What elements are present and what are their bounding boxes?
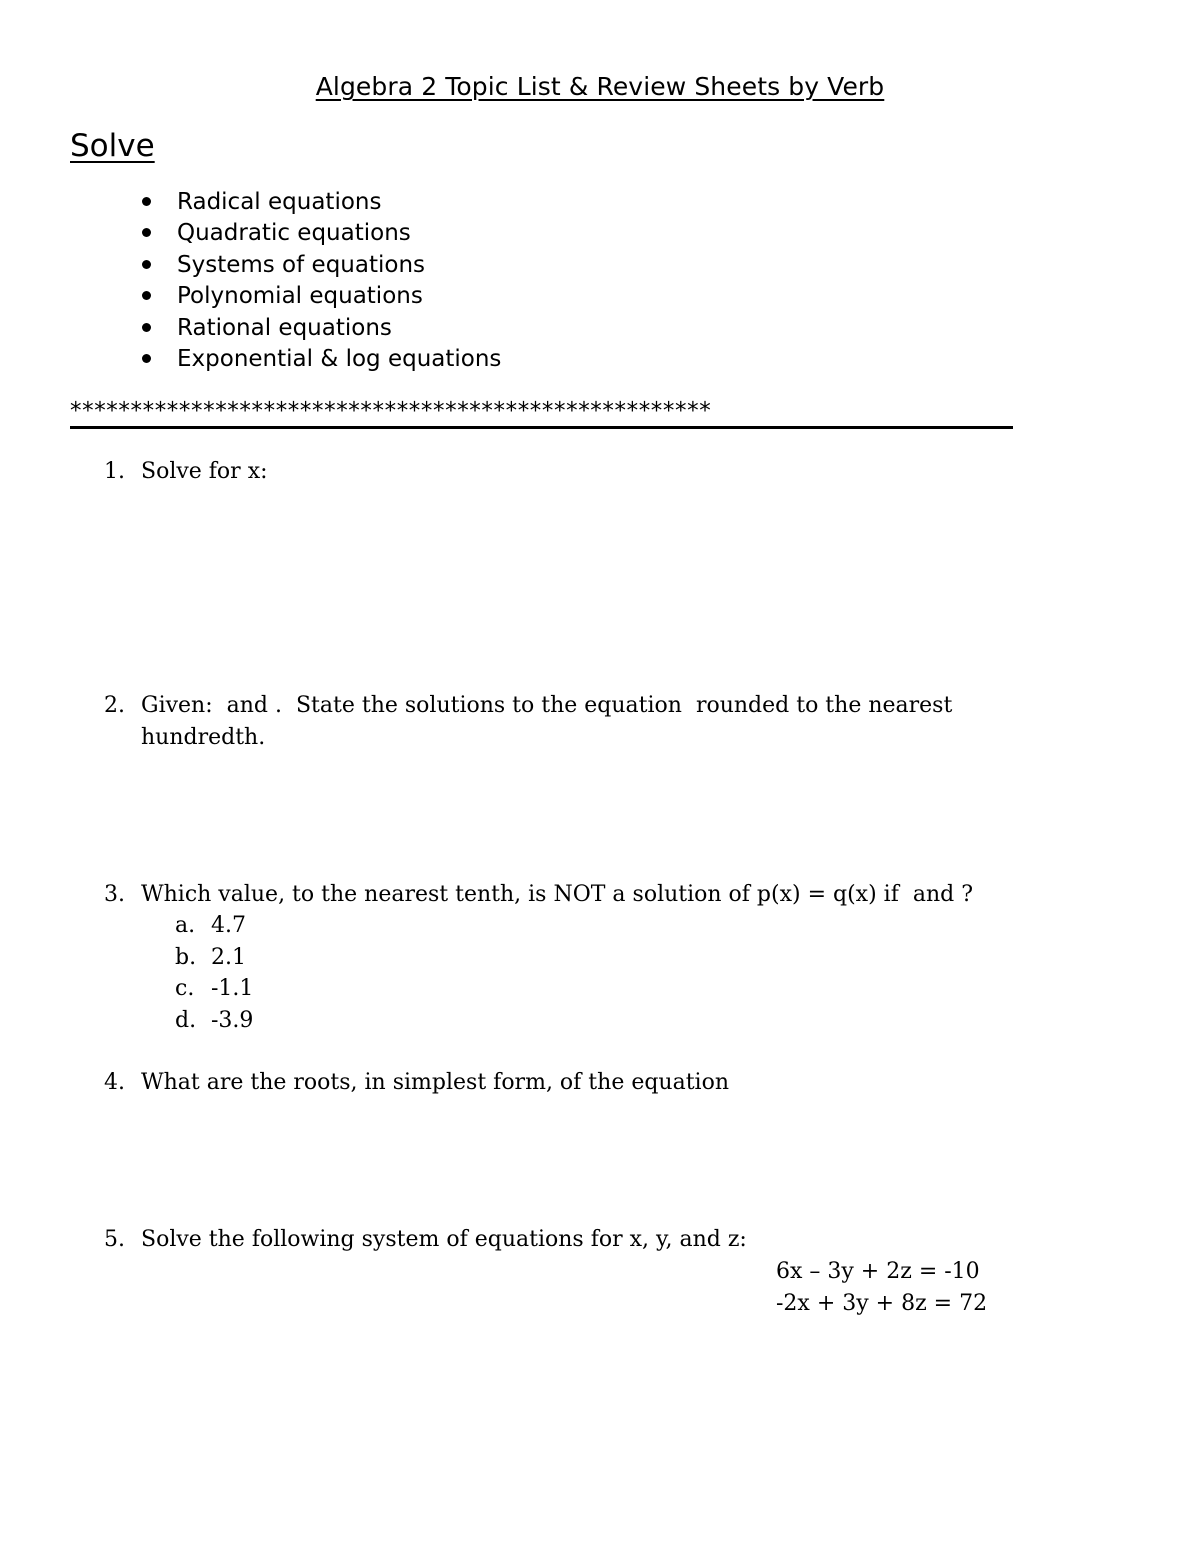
section-heading-solve: Solve: [70, 128, 155, 164]
choice-value: -3.9: [211, 1007, 254, 1033]
question-number: 4.: [104, 1070, 125, 1095]
question-1: [104, 456, 1034, 488]
choice-value: 4.7: [211, 913, 246, 938]
topic-item: [140, 188, 501, 219]
choice-letter: d.: [175, 1007, 197, 1033]
topic-item: [140, 345, 501, 376]
bullet-icon: [142, 228, 151, 237]
bullet-icon: [142, 197, 151, 206]
bullet-icon: [142, 354, 151, 363]
choice-value: 2.1: [211, 944, 246, 970]
equation-line: 6x – 3y + 2z = -10: [776, 1259, 980, 1284]
topic-item: [140, 219, 501, 250]
topic-label: Systems of equations: [177, 251, 426, 278]
choice-b: [175, 942, 253, 974]
bullet-icon: [142, 260, 151, 269]
equation-system: [776, 1256, 987, 1320]
choice-d: [175, 1005, 253, 1037]
choice-c: [175, 973, 253, 1005]
question-text: Solve for x:: [141, 459, 268, 484]
choice-a: [175, 910, 253, 942]
question-text: What are the roots, in simplest form, of the equation: [141, 1070, 730, 1095]
choice-letter: c.: [175, 976, 195, 1001]
topic-label: Polynomial equations: [177, 283, 423, 310]
question-2: [104, 690, 1034, 754]
question-text: Solve the following system of equations for x, y, and z:: [141, 1227, 747, 1252]
choice-letter: b.: [175, 944, 197, 970]
topic-label: Radical equations: [177, 189, 382, 215]
page-title: Algebra 2 Topic List & Review Sheets by Verb: [315, 72, 885, 101]
question-number: 2.: [104, 693, 125, 718]
question-number: 3.: [104, 882, 125, 907]
answer-choices: [175, 910, 253, 1036]
topic-label: Exponential & log equations: [177, 345, 502, 372]
bullet-icon: [142, 323, 151, 332]
asterisk-divider: *****************************************************: [70, 398, 712, 424]
question-number: 5.: [104, 1227, 125, 1252]
question-5: [104, 1224, 1034, 1256]
question-3: [104, 879, 1034, 911]
divider-rule: [70, 426, 1013, 429]
choice-letter: a.: [175, 913, 196, 938]
topic-list: [140, 188, 501, 376]
equation-line: -2x + 3y + 8z = 72: [776, 1291, 988, 1316]
topic-item: [140, 282, 501, 313]
choice-value: -1.1: [211, 976, 254, 1001]
topic-label: Rational equations: [177, 314, 392, 341]
bullet-icon: [142, 291, 151, 300]
question-4: [104, 1067, 1034, 1099]
topic-label: Quadratic equations: [177, 220, 411, 247]
topic-item: [140, 251, 501, 282]
question-text: Given: and . State the solutions to the equation rounded to the nearest hundredth.: [141, 693, 960, 750]
topic-item: [140, 314, 501, 345]
question-number: 1.: [104, 459, 125, 484]
question-text: Which value, to the nearest tenth, is NOT a solution of p(x) = q(x) if and ?: [141, 882, 973, 907]
